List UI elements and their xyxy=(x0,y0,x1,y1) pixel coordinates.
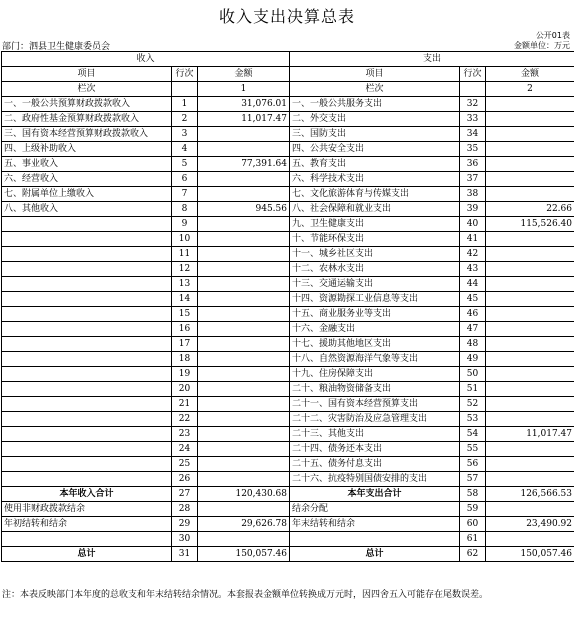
income-col-blank xyxy=(172,82,198,97)
expense-item: 十、节能环保支出 xyxy=(290,232,460,247)
table-row xyxy=(2,352,574,367)
table-row xyxy=(2,217,574,232)
income-amount xyxy=(198,322,290,337)
income-row-number: 19 xyxy=(172,367,198,382)
income-amount xyxy=(198,247,290,262)
table-row xyxy=(2,367,574,382)
table-row xyxy=(2,187,574,202)
expense-amount xyxy=(486,112,574,127)
expense-row-number: 39 xyxy=(460,202,486,217)
table-row xyxy=(2,472,574,487)
expense-amount xyxy=(486,442,574,457)
expense-amount: 22.66 xyxy=(486,202,574,217)
income-item-header: 项目 xyxy=(2,67,172,82)
expense-item: 五、教育支出 xyxy=(290,157,460,172)
expense-item: 三、国防支出 xyxy=(290,127,460,142)
income-row-number: 1 xyxy=(172,97,198,112)
expense-item: 二十三、其他支出 xyxy=(290,427,460,442)
table-row xyxy=(2,97,574,112)
expense-row-number: 55 xyxy=(460,442,486,457)
income-item xyxy=(2,217,172,232)
income-amount xyxy=(198,457,290,472)
income-item xyxy=(2,292,172,307)
section-header-row xyxy=(2,52,574,67)
expense-amount: 115,526.40 xyxy=(486,217,574,232)
expense-amount xyxy=(486,532,574,547)
income-item xyxy=(2,352,172,367)
expense-item: 十六、金融支出 xyxy=(290,322,460,337)
expense-row-number: 44 xyxy=(460,277,486,292)
income-amount xyxy=(198,502,290,517)
expense-amount xyxy=(486,97,574,112)
income-col-index: 1 xyxy=(198,82,290,97)
income-row-number: 10 xyxy=(172,232,198,247)
income-row-number: 26 xyxy=(172,472,198,487)
total-row xyxy=(2,487,574,502)
expense-item: 二十二、灾害防治及应急管理支出 xyxy=(290,412,460,427)
income-amount xyxy=(198,532,290,547)
expense-row-number: 60 xyxy=(460,517,486,532)
expense-amount xyxy=(486,262,574,277)
income-item: 三、国有资本经营预算财政拨款收入 xyxy=(2,127,172,142)
expense-amount xyxy=(486,142,574,157)
income-item xyxy=(2,397,172,412)
expense-row-number: 50 xyxy=(460,367,486,382)
expense-item: 九、卫生健康支出 xyxy=(290,217,460,232)
income-row-number: 11 xyxy=(172,247,198,262)
table-row xyxy=(2,172,574,187)
expense-row-number: 37 xyxy=(460,172,486,187)
income-amount: 29,626.78 xyxy=(198,517,290,532)
expense-item: 十七、援助其他地区支出 xyxy=(290,337,460,352)
income-row-number: 6 xyxy=(172,172,198,187)
expense-row-number: 52 xyxy=(460,397,486,412)
expense-row-number: 40 xyxy=(460,217,486,232)
footnote: 注：本表反映部门本年度的总收支和年末结转结余情况。本套报表金额单位转换成万元时，因四舍五入可能存在尾数误差。 xyxy=(2,590,489,600)
expense-item: 十八、自然资源海洋气象等支出 xyxy=(290,352,460,367)
income-item xyxy=(2,322,172,337)
expense-item: 十一、城乡社区支出 xyxy=(290,247,460,262)
expense-item: 十九、住房保障支出 xyxy=(290,367,460,382)
expense-row-number: 53 xyxy=(460,412,486,427)
expense-item: 十五、商业服务业等支出 xyxy=(290,307,460,322)
income-row-number: 18 xyxy=(172,352,198,367)
income-amount xyxy=(198,277,290,292)
total-row xyxy=(2,532,574,547)
expense-amount xyxy=(486,232,574,247)
income-item xyxy=(2,412,172,427)
expense-row-number: 38 xyxy=(460,187,486,202)
income-amount xyxy=(198,442,290,457)
expense-row-number: 57 xyxy=(460,472,486,487)
income-amount-header: 金额 xyxy=(198,67,290,82)
income-row-number: 24 xyxy=(172,442,198,457)
income-item xyxy=(2,307,172,322)
expense-section-header: 支出 xyxy=(290,52,574,67)
income-row-number: 13 xyxy=(172,277,198,292)
expense-row-number: 45 xyxy=(460,292,486,307)
table-row xyxy=(2,232,574,247)
income-total-item: 本年收入合计 xyxy=(2,487,172,502)
expense-amount: 11,017.47 xyxy=(486,427,574,442)
expense-amount xyxy=(486,277,574,292)
income-row-number: 5 xyxy=(172,157,198,172)
income-row-number: 4 xyxy=(172,142,198,157)
expense-item: 二十、粮油物资储备支出 xyxy=(290,382,460,397)
income-item: 五、事业收入 xyxy=(2,157,172,172)
expense-row-number: 56 xyxy=(460,457,486,472)
income-section-header: 收入 xyxy=(2,52,290,67)
income-amount xyxy=(198,292,290,307)
amount-unit-label: 金额单位：万元 xyxy=(514,41,570,50)
table-row xyxy=(2,247,574,262)
expense-total-item xyxy=(290,532,460,547)
expense-amount xyxy=(486,247,574,262)
expense-amount xyxy=(486,472,574,487)
income-item xyxy=(2,232,172,247)
table-row xyxy=(2,427,574,442)
expense-amount: 23,490.92 xyxy=(486,517,574,532)
expense-row-number: 54 xyxy=(460,427,486,442)
expense-amount xyxy=(486,292,574,307)
expense-item: 十二、农林水支出 xyxy=(290,262,460,277)
expense-total-item: 年末结转和结余 xyxy=(290,517,460,532)
income-row-number: 28 xyxy=(172,502,198,517)
income-amount xyxy=(198,172,290,187)
income-item: 七、附属单位上缴收入 xyxy=(2,187,172,202)
column-index-row xyxy=(2,82,574,97)
income-amount: 11,017.47 xyxy=(198,112,290,127)
table-row xyxy=(2,397,574,412)
report-title: 收入支出决算总表 xyxy=(218,7,355,26)
expense-amount xyxy=(486,457,574,472)
table-row xyxy=(2,412,574,427)
expense-row-number: 41 xyxy=(460,232,486,247)
income-item xyxy=(2,247,172,262)
income-amount xyxy=(198,382,290,397)
expense-total-item: 本年支出合计 xyxy=(290,487,460,502)
expense-item: 八、社会保障和就业支出 xyxy=(290,202,460,217)
expense-amount xyxy=(486,187,574,202)
income-item: 四、上级补助收入 xyxy=(2,142,172,157)
expense-row-number: 51 xyxy=(460,382,486,397)
expense-rowno-header: 行次 xyxy=(460,67,486,82)
table-row xyxy=(2,307,574,322)
income-item xyxy=(2,277,172,292)
income-row-number: 27 xyxy=(172,487,198,502)
income-amount: 945.56 xyxy=(198,202,290,217)
income-item xyxy=(2,472,172,487)
expense-amount xyxy=(486,157,574,172)
income-row-number: 30 xyxy=(172,532,198,547)
expense-row-number: 47 xyxy=(460,322,486,337)
total-row xyxy=(2,502,574,517)
total-row xyxy=(2,517,574,532)
table-row xyxy=(2,202,574,217)
income-row-number: 21 xyxy=(172,397,198,412)
income-row-number: 29 xyxy=(172,517,198,532)
form-number: 公开01表 xyxy=(535,31,570,40)
expense-item: 一、一般公共服务支出 xyxy=(290,97,460,112)
income-row-number: 22 xyxy=(172,412,198,427)
income-total-item: 年初结转和结余 xyxy=(2,517,172,532)
income-col-label: 栏次 xyxy=(2,82,172,97)
table-row xyxy=(2,112,574,127)
expense-amount-header: 金额 xyxy=(486,67,574,82)
income-item: 八、其他收入 xyxy=(2,202,172,217)
department-label: 部门：泗县卫生健康委员会 xyxy=(2,42,111,52)
expense-total-item: 总计 xyxy=(290,547,460,562)
expense-item: 二十四、债务还本支出 xyxy=(290,442,460,457)
expense-row-number: 33 xyxy=(460,112,486,127)
income-item: 一、一般公共预算财政拨款收入 xyxy=(2,97,172,112)
table-row xyxy=(2,277,574,292)
table-row xyxy=(2,442,574,457)
expense-row-number: 61 xyxy=(460,532,486,547)
expense-item: 四、公共安全支出 xyxy=(290,142,460,157)
income-amount xyxy=(198,427,290,442)
table-row xyxy=(2,157,574,172)
expense-row-number: 58 xyxy=(460,487,486,502)
expense-amount xyxy=(486,307,574,322)
income-item xyxy=(2,382,172,397)
expense-col-blank xyxy=(460,82,486,97)
expense-row-number: 48 xyxy=(460,337,486,352)
expense-total-item: 结余分配 xyxy=(290,502,460,517)
expense-amount xyxy=(486,502,574,517)
income-row-number: 20 xyxy=(172,382,198,397)
income-row-number: 12 xyxy=(172,262,198,277)
income-amount xyxy=(198,262,290,277)
income-item xyxy=(2,427,172,442)
expense-item: 七、文化旅游体育与传媒支出 xyxy=(290,187,460,202)
income-item xyxy=(2,457,172,472)
expense-row-number: 49 xyxy=(460,352,486,367)
income-amount: 77,391.64 xyxy=(198,157,290,172)
expense-amount xyxy=(486,397,574,412)
expense-row-number: 32 xyxy=(460,97,486,112)
income-amount xyxy=(198,397,290,412)
table-row xyxy=(2,322,574,337)
expense-amount xyxy=(486,412,574,427)
income-amount xyxy=(198,232,290,247)
expense-item: 十四、资源勘探工业信息等支出 xyxy=(290,292,460,307)
income-amount: 31,076.01 xyxy=(198,97,290,112)
expense-amount xyxy=(486,367,574,382)
income-total-item: 总计 xyxy=(2,547,172,562)
income-row-number: 17 xyxy=(172,337,198,352)
income-row-number: 25 xyxy=(172,457,198,472)
income-row-number: 7 xyxy=(172,187,198,202)
income-amount xyxy=(198,187,290,202)
income-item xyxy=(2,442,172,457)
income-item xyxy=(2,262,172,277)
expense-amount xyxy=(486,382,574,397)
expense-item-header: 项目 xyxy=(290,67,460,82)
income-amount: 150,057.46 xyxy=(198,547,290,562)
table-row xyxy=(2,337,574,352)
expense-col-index: 2 xyxy=(486,82,574,97)
income-row-number: 15 xyxy=(172,307,198,322)
income-item xyxy=(2,367,172,382)
expense-item: 二十五、债务付息支出 xyxy=(290,457,460,472)
expense-amount xyxy=(486,127,574,142)
expense-amount xyxy=(486,337,574,352)
income-amount xyxy=(198,352,290,367)
expense-amount: 126,566.53 xyxy=(486,487,574,502)
income-amount xyxy=(198,307,290,322)
expense-row-number: 43 xyxy=(460,262,486,277)
expense-item: 二、外交支出 xyxy=(290,112,460,127)
expense-amount xyxy=(486,352,574,367)
expense-col-label: 栏次 xyxy=(290,82,460,97)
expense-amount xyxy=(486,172,574,187)
expense-row-number: 36 xyxy=(460,157,486,172)
income-row-number: 3 xyxy=(172,127,198,142)
expense-item: 十三、交通运输支出 xyxy=(290,277,460,292)
income-amount xyxy=(198,472,290,487)
income-total-item: 使用非财政拨款结余 xyxy=(2,502,172,517)
income-rowno-header: 行次 xyxy=(172,67,198,82)
expense-row-number: 34 xyxy=(460,127,486,142)
expense-item: 二十六、抗疫特别国债安排的支出 xyxy=(290,472,460,487)
expense-item: 六、科学技术支出 xyxy=(290,172,460,187)
table-row xyxy=(2,127,574,142)
income-row-number: 23 xyxy=(172,427,198,442)
expense-row-number: 42 xyxy=(460,247,486,262)
income-row-number: 14 xyxy=(172,292,198,307)
table-row xyxy=(2,142,574,157)
income-amount xyxy=(198,412,290,427)
expense-row-number: 62 xyxy=(460,547,486,562)
income-total-item xyxy=(2,532,172,547)
income-expense-table xyxy=(1,51,574,562)
expense-row-number: 59 xyxy=(460,502,486,517)
income-amount xyxy=(198,127,290,142)
income-row-number: 2 xyxy=(172,112,198,127)
income-amount xyxy=(198,367,290,382)
expense-item: 二十一、国有资本经营预算支出 xyxy=(290,397,460,412)
table-row xyxy=(2,262,574,277)
expense-amount: 150,057.46 xyxy=(486,547,574,562)
table-row xyxy=(2,457,574,472)
income-row-number: 16 xyxy=(172,322,198,337)
income-amount xyxy=(198,142,290,157)
expense-amount xyxy=(486,322,574,337)
income-row-number: 8 xyxy=(172,202,198,217)
table-row xyxy=(2,292,574,307)
income-row-number: 9 xyxy=(172,217,198,232)
total-row xyxy=(2,547,574,562)
expense-row-number: 35 xyxy=(460,142,486,157)
income-row-number: 31 xyxy=(172,547,198,562)
income-item: 二、政府性基金预算财政拨款收入 xyxy=(2,112,172,127)
income-amount xyxy=(198,337,290,352)
income-item: 六、经营收入 xyxy=(2,172,172,187)
income-amount: 120,430.68 xyxy=(198,487,290,502)
income-amount xyxy=(198,217,290,232)
income-item xyxy=(2,337,172,352)
column-header-row xyxy=(2,67,574,82)
expense-row-number: 46 xyxy=(460,307,486,322)
table-row xyxy=(2,382,574,397)
